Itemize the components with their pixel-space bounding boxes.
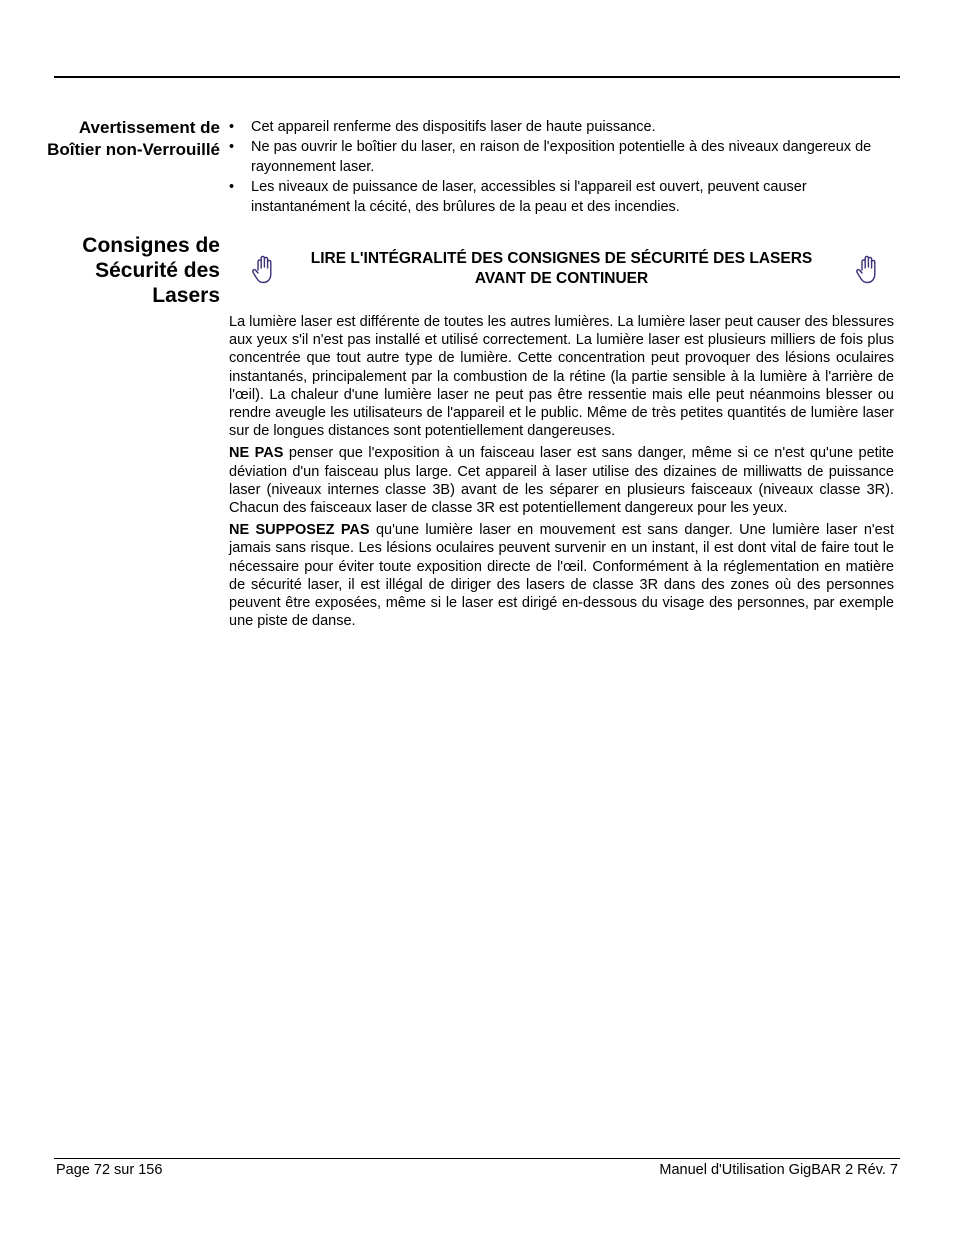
page-number: Page 72 sur 156 — [56, 1162, 163, 1178]
paragraph-lead: NE PAS — [229, 445, 284, 462]
banner-line-2: AVANT DE CONTINUER — [474, 270, 649, 287]
warning-section-heading: Avertissement de Boîtier non-Verrouillé — [47, 118, 220, 159]
warning-bullet-list — [229, 117, 894, 217]
safety-body-text — [229, 313, 894, 634]
warning-bullet: • Cet appareil renferme des dispositifs laser de haute puissance. — [229, 117, 894, 137]
safety-paragraph: La lumière laser est différente de toutes les autres lumières. La lumière laser peut causer des blessures aux yeux s'il n'est pas installé et utilisé correctement. La lumière laser est plusieurs milliers de fois plus concentrée que tout autre type de lumière. Cette concentration peut provoquer des lésions oculaires instantanés, principalement par la combustion de la rétine (la partie sensible à la lumière à l'arrière de l'œil). La chaleur d'une lumière laser ne peut pas être ressentie mais elle peut néanmoins blesser ou rendre aveugle les utilisateurs de l'appareil et le public. Même de très petites quantités de lumière laser sur de longues distances sont potentiellement dangereuses. — [229, 314, 894, 440]
warning-bullet: • Ne pas ouvrir le boîtier du laser, en raison de l'exposition potentielle à des niveaux dangereux de rayonnement laser. — [229, 137, 894, 177]
banner-text — [275, 249, 848, 289]
manual-title: Manuel d'Utilisation GigBAR 2 Rév. 7 — [659, 1162, 898, 1178]
safety-section-heading: Consignes de Sécurité des Lasers — [82, 234, 220, 307]
hand-stop-icon — [251, 253, 277, 285]
header-rule — [54, 76, 900, 78]
paragraph-text: qu'une lumière laser en mouvement est sans danger. Une lumière laser n'est jamais sans risque. Les lésions oculaires peuvent survenir en un instant, il est dont vital de faire tout le nécessaire pour éviter toute exposition directe de l'œil. Conformément à la réglementation en matière de sécurité laser, il est illégal de diriger des lasers de classe 3R dans des zones où des personnes peuvent être exposées, même si le laser est dirigé en-dessous du visage des personnes, par exemple une piste de danse. — [229, 522, 894, 630]
hand-stop-icon — [855, 253, 881, 285]
banner-line-1: LIRE L'INTÉGRALITÉ DES CONSIGNES DE SÉCURITÉ DES LASERS — [310, 250, 813, 267]
paragraph-text: penser que l'exposition à un faisceau laser est sans danger, même si ce n'est qu'une petite déviation d'un faisceau plus large. Cet appareil à laser utilise des dizaines de milliwatts de puissance laser (niveaux internes classe 3B) avant de les séparer en plusieurs faisceaux (niveaux classe 3R). Chacun des faisceaux laser de classe 3R est potentiellement dangereux pour les yeux. — [229, 445, 894, 517]
safety-paragraph — [229, 521, 894, 630]
safety-warning-banner — [229, 249, 894, 291]
footer-rule — [54, 1158, 900, 1159]
paragraph-lead: NE SUPPOSEZ PAS — [229, 522, 370, 539]
safety-paragraph — [229, 444, 894, 517]
warning-bullet: • Les niveaux de puissance de laser, accessibles si l'appareil est ouvert, peuvent causer instantanément la cécité, des brûlures de la peau et des incendies. — [229, 177, 894, 217]
